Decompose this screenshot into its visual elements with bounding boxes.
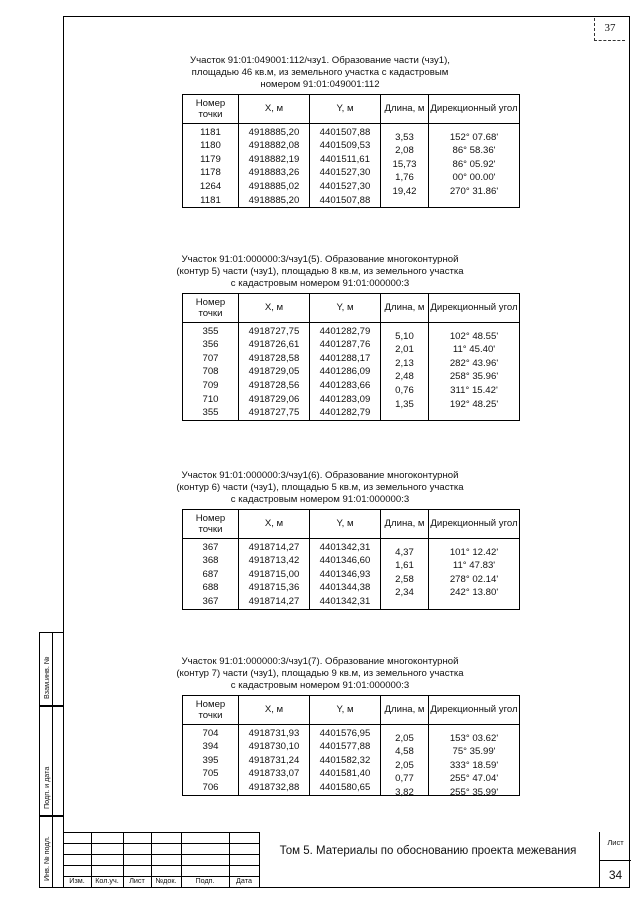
- table-cell: 394: [183, 740, 239, 754]
- column-header: Номер точки: [183, 94, 239, 123]
- table-cell: 242° 13.80': [429, 586, 520, 600]
- table-cell: 4918732,88: [239, 781, 310, 795]
- table-cell: 86° 05.92': [429, 158, 520, 172]
- coordinates-table: [182, 293, 520, 421]
- table-cell: 705: [183, 767, 239, 781]
- table-cell: 688: [183, 581, 239, 595]
- table-cell: 311° 15.42': [429, 384, 520, 398]
- table-cell: 278° 02.14': [429, 573, 520, 587]
- table-cell: 4918883,26: [239, 166, 310, 180]
- column-header: X, м: [239, 509, 310, 538]
- table-cell: 4918882,08: [239, 139, 310, 153]
- table-cell: 4401283,66: [310, 379, 381, 393]
- table-cell: 4918715,36: [239, 581, 310, 595]
- table-cell: 4401582,32: [310, 754, 381, 768]
- table-cell: 710: [183, 393, 239, 407]
- table-cell: 4918731,93: [239, 724, 310, 740]
- table-cell: 75° 35.99': [429, 745, 520, 759]
- table-cell: [381, 600, 429, 614]
- caption-line: с кадастровым номером 91:01:000000:3: [230, 680, 410, 692]
- table-cell: 4401283,09: [310, 393, 381, 407]
- column-header: Длина, м: [381, 695, 429, 724]
- table-cell: 4401527,30: [310, 180, 381, 194]
- caption-line: с кадастровым номером 91:01:000000:3: [230, 278, 410, 290]
- table-cell: 3,82: [381, 786, 429, 800]
- column-header: Дирекционный угол: [429, 293, 520, 322]
- table-cell: 1264: [183, 180, 239, 194]
- column-header: Длина, м: [381, 293, 429, 322]
- table-cell: 687: [183, 568, 239, 582]
- coordinates-table: [182, 695, 520, 796]
- table-cell: 4918885,20: [239, 123, 310, 139]
- table-row: [183, 322, 520, 338]
- column-header: X, м: [239, 293, 310, 322]
- table-cell: 367: [183, 595, 239, 609]
- table-cell: 4401286,09: [310, 365, 381, 379]
- table-cell: 4401576,95: [310, 724, 381, 740]
- tb-label-sheet: Лист: [129, 876, 145, 885]
- table-cell: 4918714,27: [239, 595, 310, 609]
- table-cell: 1,76: [381, 171, 429, 185]
- table-cell: 4401580,65: [310, 781, 381, 795]
- parcel-section: [120, 254, 520, 421]
- table-cell: 4401342,31: [310, 538, 381, 554]
- table-cell: 4401509,53: [310, 139, 381, 153]
- table-cell: 707: [183, 352, 239, 366]
- table-cell: 1178: [183, 166, 239, 180]
- caption-line: Участок 91:01:000000:3/чзу1(6). Образование многоконтурной: [181, 470, 459, 481]
- tb-label-change: Изм.: [69, 876, 85, 885]
- table-cell: 2,05: [381, 759, 429, 773]
- caption-line: площадью 46 кв.м, из земельного участка с кадастровым: [191, 67, 449, 79]
- coordinates-table: [182, 94, 520, 209]
- table-cell: 333° 18.59': [429, 759, 520, 773]
- table-cell: 101° 12.42': [429, 543, 520, 559]
- table-cell: 11° 47.83': [429, 559, 520, 573]
- column-header: X, м: [239, 94, 310, 123]
- caption-line: Участок 91:01:049001:112/чзу1. Образование части (чзу1),: [190, 55, 450, 66]
- table-cell: 704: [183, 724, 239, 740]
- table-cell: 4401581,40: [310, 767, 381, 781]
- table-cell: 1,61: [381, 559, 429, 573]
- tb-label-doc: №док.: [155, 876, 177, 885]
- table-cell: 4401288,17: [310, 352, 381, 366]
- table-cell: 4401577,88: [310, 740, 381, 754]
- table-cell: 15,73: [381, 158, 429, 172]
- table-cell: 2,08: [381, 144, 429, 158]
- column-header: Дирекционный угол: [429, 509, 520, 538]
- table-cell: 4401511,61: [310, 153, 381, 167]
- column-header: Номер точки: [183, 293, 239, 322]
- table-cell: 4918730,10: [239, 740, 310, 754]
- table-cell: 367: [183, 538, 239, 554]
- table-row: [183, 538, 520, 554]
- table-cell: 153° 03.62': [429, 729, 520, 745]
- table-cell: 4918729,05: [239, 365, 310, 379]
- side-label-inventory: Инв. № подл.: [42, 836, 51, 881]
- side-cell-replace: [39, 632, 63, 706]
- title-block: [63, 832, 630, 888]
- parcel-section: [120, 656, 520, 796]
- table-cell: 1,35: [381, 398, 429, 412]
- table-cell: 102° 48.55': [429, 327, 520, 343]
- table-cell: 4,58: [381, 745, 429, 759]
- table-cell: 4918715,00: [239, 568, 310, 582]
- section-caption: [120, 254, 520, 291]
- table-cell: 1181: [183, 123, 239, 139]
- table-cell: 4401282,79: [310, 322, 381, 338]
- table-cell: 258° 35.96': [429, 370, 520, 384]
- table-cell: 0,76: [381, 384, 429, 398]
- column-header: Длина, м: [381, 94, 429, 123]
- table-cell: 4918713,42: [239, 554, 310, 568]
- table-cell: 4918726,61: [239, 338, 310, 352]
- caption-line: Участок 91:01:000000:3/чзу1(5). Образование многоконтурной: [181, 254, 459, 265]
- caption-line: Участок 91:01:000000:3/чзу1(7). Образование многоконтурной: [181, 656, 459, 667]
- table-cell: 4401346,60: [310, 554, 381, 568]
- table-cell: [381, 199, 429, 213]
- table-row: [183, 724, 520, 740]
- table-cell: 270° 31.86': [429, 185, 520, 199]
- table-cell: 2,01: [381, 343, 429, 357]
- side-label-replace: Взам.инв. №: [42, 656, 51, 699]
- column-header: Y, м: [310, 94, 381, 123]
- column-header: Дирекционный угол: [429, 94, 520, 123]
- table-cell: 3,53: [381, 128, 429, 144]
- section-caption: [120, 656, 520, 693]
- column-header: Y, м: [310, 509, 381, 538]
- table-cell: 5,10: [381, 327, 429, 343]
- table-cell: [429, 600, 520, 614]
- column-header: Номер точки: [183, 509, 239, 538]
- table-cell: 2,13: [381, 357, 429, 371]
- tb-label-date: Дата: [236, 876, 252, 885]
- table-cell: 282° 43.96': [429, 357, 520, 371]
- table-cell: 4401346,93: [310, 568, 381, 582]
- table-cell: 0,77: [381, 772, 429, 786]
- column-header: Длина, м: [381, 509, 429, 538]
- table-cell: 4918733,07: [239, 767, 310, 781]
- table-cell: 255° 47.04': [429, 772, 520, 786]
- table-cell: 255° 35.99': [429, 786, 520, 800]
- side-cell-inventory: [39, 816, 63, 888]
- table-cell: 4,37: [381, 543, 429, 559]
- table-cell: 709: [183, 379, 239, 393]
- table-cell: 1179: [183, 153, 239, 167]
- table-cell: 4401527,30: [310, 166, 381, 180]
- table-cell: 4401344,38: [310, 581, 381, 595]
- table-cell: 2,58: [381, 573, 429, 587]
- table-cell: 4401287,76: [310, 338, 381, 352]
- side-cell-sign-date: [39, 706, 63, 816]
- table-cell: 4918727,75: [239, 406, 310, 420]
- column-header: Номер точки: [183, 695, 239, 724]
- sheet-cell: [599, 832, 631, 888]
- table-cell: 4918728,58: [239, 352, 310, 366]
- caption-line: номером 91:01:049001:112: [260, 79, 380, 91]
- caption-line: с кадастровым номером 91:01:000000:3: [230, 494, 410, 506]
- table-cell: 2,34: [381, 586, 429, 600]
- table-cell: 4918727,75: [239, 322, 310, 338]
- column-header: X, м: [239, 695, 310, 724]
- table-cell: [429, 199, 520, 213]
- table-cell: 4401507,88: [310, 194, 381, 208]
- table-cell: 368: [183, 554, 239, 568]
- table-cell: 356: [183, 338, 239, 352]
- table-cell: 4401282,79: [310, 406, 381, 420]
- coordinates-table: [182, 509, 520, 610]
- parcel-section: [120, 470, 520, 610]
- table-cell: 152° 07.68': [429, 128, 520, 144]
- table-cell: 2,48: [381, 370, 429, 384]
- table-cell: 4918882,19: [239, 153, 310, 167]
- sheet-label: Лист: [607, 838, 624, 847]
- table-cell: 4918714,27: [239, 538, 310, 554]
- column-header: Y, м: [310, 293, 381, 322]
- table-cell: 00° 00.00': [429, 171, 520, 185]
- table-cell: 11° 45.40': [429, 343, 520, 357]
- sheet-number: 34: [600, 860, 631, 882]
- table-cell: [381, 411, 429, 425]
- table-row: [183, 123, 520, 139]
- table-cell: 4918885,02: [239, 180, 310, 194]
- table-cell: 706: [183, 781, 239, 795]
- table-cell: [429, 411, 520, 425]
- table-cell: 708: [183, 365, 239, 379]
- caption-line: (контур 7) части (чзу1), площадью 9 кв.м, из земельного участка: [176, 668, 464, 680]
- table-cell: 4401507,88: [310, 123, 381, 139]
- section-caption: [120, 55, 520, 92]
- section-caption: [120, 470, 520, 507]
- caption-line: (контур 5) части (чзу1), площадью 8 кв.м, из земельного участка: [176, 266, 464, 278]
- page-number: 37: [594, 18, 625, 41]
- caption-line: (контур 6) части (чзу1), площадью 5 кв.м, из земельного участка: [176, 482, 464, 494]
- table-cell: 19,42: [381, 185, 429, 199]
- side-label-sign-date: Подп. и дата: [42, 766, 51, 809]
- table-cell: 355: [183, 406, 239, 420]
- table-cell: 395: [183, 754, 239, 768]
- table-cell: 4918728,56: [239, 379, 310, 393]
- table-cell: 4918729,06: [239, 393, 310, 407]
- column-header: Дирекционный угол: [429, 695, 520, 724]
- table-cell: 4918885,20: [239, 194, 310, 208]
- table-cell: 86° 58.36': [429, 144, 520, 158]
- table-cell: 2,05: [381, 729, 429, 745]
- tb-label-sign: Подп.: [195, 876, 215, 885]
- table-cell: 1181: [183, 194, 239, 208]
- table-cell: 192° 48.25': [429, 398, 520, 412]
- table-cell: 4401342,31: [310, 595, 381, 609]
- tb-label-count: Кол.уч.: [95, 876, 119, 885]
- table-cell: 1180: [183, 139, 239, 153]
- document-title: Том 5. Материалы по обоснованию проекта межевания: [279, 845, 577, 857]
- column-header: Y, м: [310, 695, 381, 724]
- table-cell: 355: [183, 322, 239, 338]
- table-cell: 4918731,24: [239, 754, 310, 768]
- parcel-section: [120, 55, 520, 208]
